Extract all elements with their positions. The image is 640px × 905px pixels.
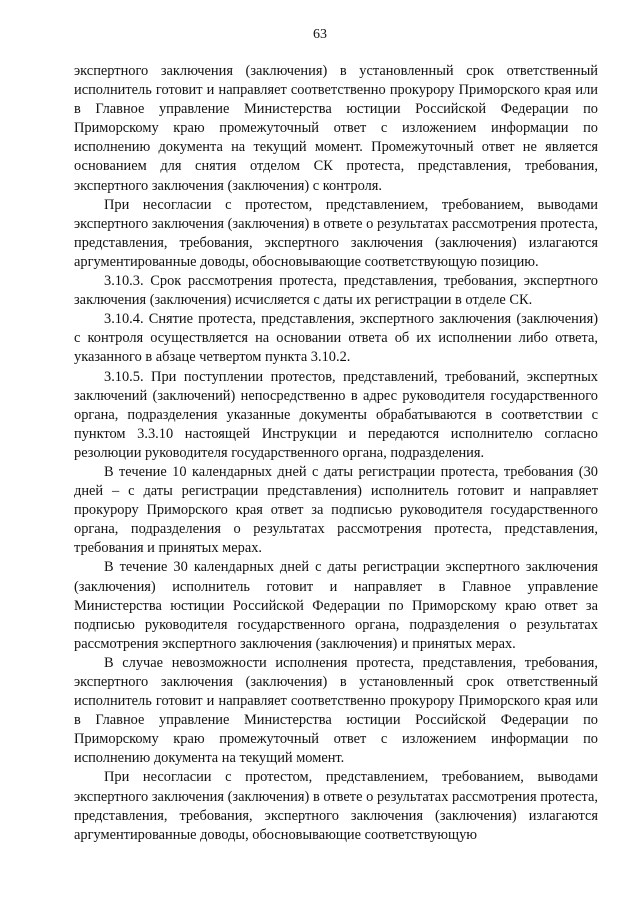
paragraph: В течение 30 календарных дней с даты регистрации экспертного заключения (заключения) исполнитель готовит и направляет в Главное управление Министерства юстиции Российской Федерации по Приморскому краю ответ за подписью руководителя государственного органа, подразделения о результатах рассмотрения экспертного заключения (заключения) и принятых мерах. [74, 559, 598, 652]
paragraph: При несогласии с протестом, представлением, требованием, выводами экспертного заключения (заключения) в ответе о результатах рассмотрения протеста, представления, требования, экспертного заключения (заключения) излагаются аргументированные доводы, обосновывающие соответствующую [74, 769, 598, 843]
paragraph: 3.10.5. При поступлении протестов, представлений, требований, экспертных заключений (заключений) непосредственно в адрес руководителя государственного органа, подразделения указанные документы обрабатываются в соответствии с пунктом 3.3.10 настоящей Инструкции и передаются исполнителю согласно резолюции руководителя государственного органа, подразделения. [74, 368, 598, 461]
paragraph: В течение 10 календарных дней с даты регистрации протеста, требования (30 дней – с даты регистрации представления) исполнитель готовит и направляет прокурору Приморского края ответ за подписью руководителя государственного органа, подразделения о результатах рассмотрения протеста, представления, требования и принятых мерах. [74, 463, 598, 557]
paragraph: При несогласии с протестом, представлением, требованием, выводами экспертного заключения (заключения) в ответе о результатах рассмотрения протеста, представления, требования, экспертного заключения (заключения) излагаются аргументированные доводы, обосновывающие соответствующую позицию. [74, 196, 598, 270]
paragraph: 3.10.3. Срок рассмотрения протеста, представления, требования, экспертного заключения (заключения) исчисляется с даты их регистрации в отделе СК. [74, 273, 598, 309]
paragraph: 3.10.4. Снятие протеста, представления, экспертного заключения (заключения) с контроля осуществляется на основании ответа об их исполнении либо ответа, указанного в абзаце четвертом пункта 3.10.2. [74, 311, 598, 366]
paragraph: экспертного заключения (заключения) в установленный срок ответственный исполнитель готовит и направляет соответственно прокурору Приморского края или в Главное управление Министерства юстиции Российской Федерации по Приморскому краю промежуточный ответ с изложением информации по исполнению документа на текущий момент. Промежуточный ответ не является основанием для снятия отделом СК протеста, представления, требования, экспертного заключения (заключения) с контроля. [74, 63, 598, 194]
paragraph: В случае невозможности исполнения протеста, представления, требования, экспертного заключения (заключения) в установленный срок ответственный исполнитель готовит и направляет соответственно прокурору Приморского края или в Главное управление Министерства юстиции Российской Федерации по Приморскому краю промежуточный ответ с изложением информации по исполнению документа на текущий момент. [74, 654, 598, 767]
document-body [74, 62, 598, 845]
page-number: 63 [313, 27, 327, 42]
